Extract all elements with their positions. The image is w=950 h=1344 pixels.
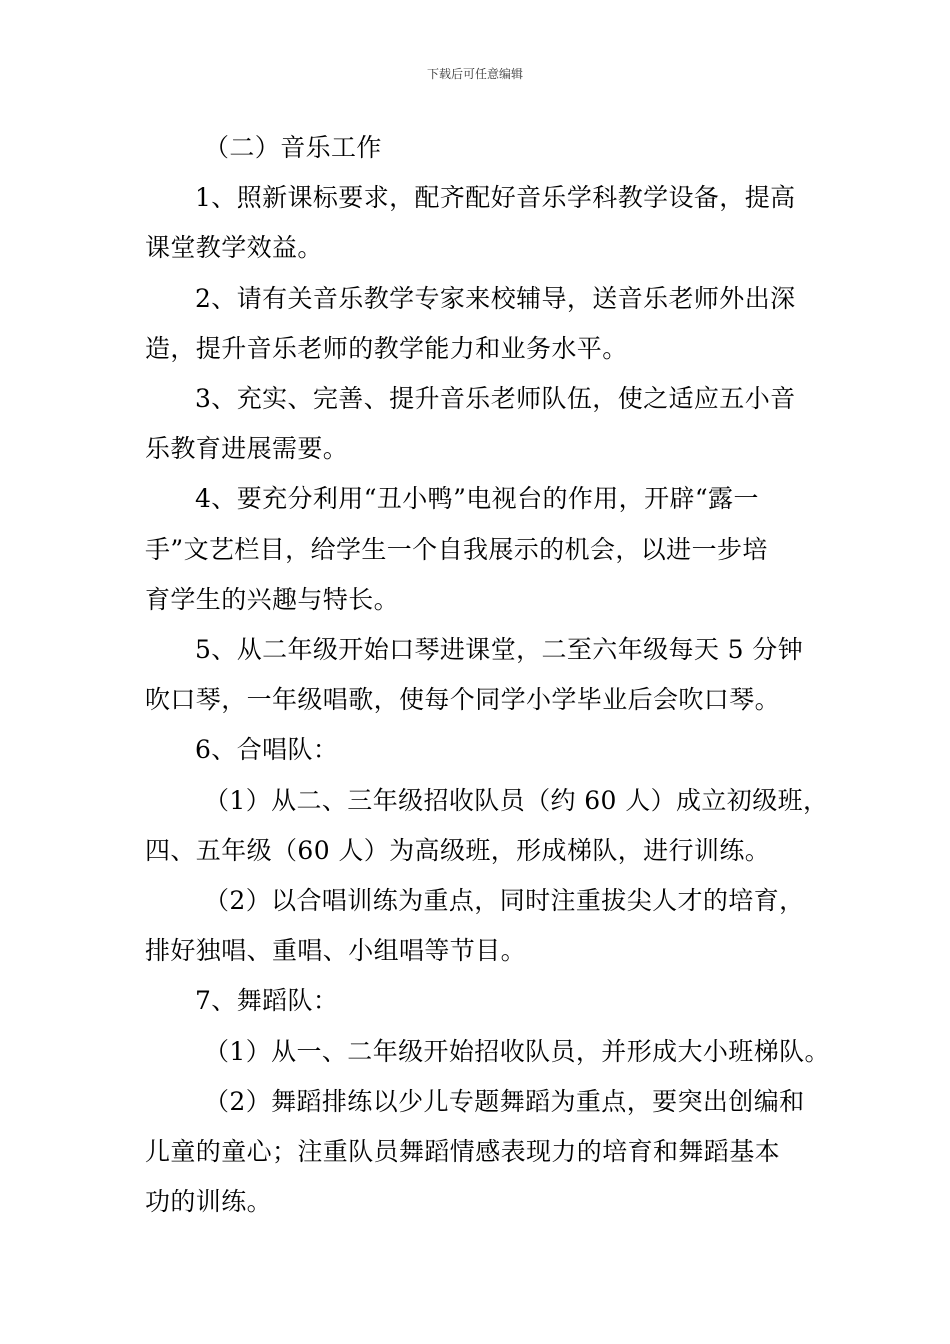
paragraph-line: （1）从一、二年级开始招收队员，并形成大小班梯队。 xyxy=(204,1037,830,1066)
paragraph-line: 儿童的童心；注重队员舞蹈情感表现力的培育和舞蹈基本 xyxy=(145,1137,781,1166)
paragraph-line: 5、从二年级开始口琴进课堂，二至六年级每天 5 分钟 xyxy=(195,635,804,664)
paragraph-line: 1、照新课标要求，配齐配好音乐学科教学设备，提高 xyxy=(195,183,796,212)
paragraph-line: 4、要充分利用“丑小鸭”电视台的作用，开辟“露一 xyxy=(195,484,759,513)
paragraph-line: 功的训练。 xyxy=(145,1187,273,1216)
paragraph-line: 乐教育进展需要。 xyxy=(145,434,349,463)
paragraph-line: 排好独唱、重唱、小组唱等节目。 xyxy=(145,936,527,965)
subsection-heading: 6、合唱队： xyxy=(195,735,339,764)
paragraph-line: 3、充实、完善、提升音乐老师队伍，使之适应五小音 xyxy=(195,384,796,413)
paragraph-line: 四、五年级（60 人）为高级班，形成梯队，进行训练。 xyxy=(145,836,771,865)
paragraph-line: （2）以合唱训练为重点，同时注重拔尖人才的培育， xyxy=(204,886,805,915)
paragraph-line: 造，提升音乐老师的教学能力和业务水平。 xyxy=(145,334,628,363)
paragraph-line: 吹口琴，一年级唱歌，使每个同学小学毕业后会吹口琴。 xyxy=(145,685,781,714)
paragraph-line: 2、请有关音乐教学专家来校辅导，送音乐老师外出深 xyxy=(195,284,796,313)
paragraph-line: （1）从二、三年级招收队员（约 60 人）成立初级班， xyxy=(204,786,829,815)
paragraph-line: （2）舞蹈排练以少儿专题舞蹈为重点，要突出创编和 xyxy=(204,1087,805,1116)
paragraph-line: 育学生的兴趣与特长。 xyxy=(145,585,400,614)
subsection-heading: 7、舞蹈队： xyxy=(195,986,339,1015)
paragraph-line: 课堂教学效益。 xyxy=(145,233,323,262)
section-heading: （二）音乐工作 xyxy=(204,133,382,162)
page-header: 下载后可任意编辑 xyxy=(426,67,523,81)
paragraph-line: 手”文艺栏目，给学生一个自我展示的机会，以进一步培 xyxy=(145,535,768,564)
